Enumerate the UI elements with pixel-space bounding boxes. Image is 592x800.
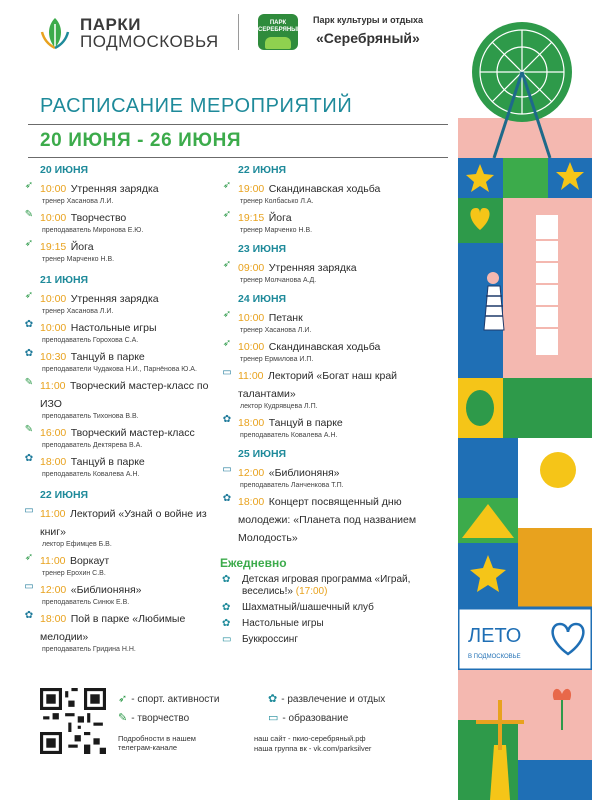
event-item [22,452,228,479]
event-time: 10:00 [40,212,67,224]
legend-sport-label: - спорт. активности [131,694,220,705]
day-title: 25 ИЮНЯ [238,448,287,460]
legend-sport [118,692,219,705]
event-host: преподаватель Тихонова В.В. [42,413,139,420]
event-time: 12:00 [40,584,67,596]
event-host: тренер Марченко Н.В. [42,256,115,263]
event-item [22,504,228,549]
event-time: 10:00 [238,312,265,324]
day-block [22,274,228,479]
event-name: Утренняя зарядка [70,293,159,305]
event-item [220,366,450,411]
event-line [40,609,231,645]
creative-icon: ✎ [24,377,34,388]
daily-item-text: Шахматный/шашечный клуб [242,602,374,613]
day-title: 22 ИЮНЯ [238,164,287,176]
event-line [238,208,450,226]
event-name: Лекторий «Узнай о войне из книг» [40,508,207,538]
event-host: тренер Ерохин С.В. [42,570,106,577]
event-item [220,208,450,235]
daily-item [220,602,450,614]
telegram-note: Подробности в нашем телеграм-канале [118,734,196,752]
daily-item-text: Детская игровая программа «Играй, веселись!» [242,574,411,597]
fun-icon: ✿ [222,414,232,425]
event-line [40,289,228,307]
legend-fun [268,692,385,705]
event-time: 18:00 [40,613,67,625]
event-host: преподаватель Миронова Е.Ю. [42,227,144,234]
event-line [238,463,450,481]
event-line [40,318,228,336]
day-title: 23 ИЮНЯ [238,243,287,255]
leto-text: ЛЕТО [468,625,522,647]
event-host: преподаватель Дектярева В.А. [42,442,143,449]
event-host: тренер Хасанова Л.И. [42,308,114,315]
sport-icon: ➶ [222,209,232,220]
event-name: Йога [268,212,292,224]
day-title: 24 ИЮНЯ [238,293,287,305]
event-host: преподаватель Горохова С.А. [42,337,139,344]
book-icon: ▭ [268,712,279,724]
event-item [220,463,450,490]
book-icon: ▭ [24,581,34,592]
daily-item [220,574,450,598]
sport-icon: ➶ [118,693,128,705]
event-item [22,208,228,235]
event-item [22,609,231,654]
event-name: Танцуй в парке [70,456,145,468]
event-item [220,492,450,546]
book-icon: ▭ [24,505,34,516]
site-link[interactable]: наш сайт - пкио-серебряный.рф [254,734,366,743]
schedule-right-column [220,164,450,646]
event-time: 10:00 [238,341,265,353]
fun-icon: ✿ [24,348,34,359]
event-item [22,318,228,345]
event-host: преподаватель Ковалева А.Н. [240,432,338,439]
event-line [40,504,228,540]
fun-icon: ✿ [222,493,232,504]
event-line [238,413,450,431]
event-line [238,337,450,355]
daily-item-text: Буккроссинг [242,634,298,645]
event-time: 11:00 [40,508,66,520]
event-time: 10:00 [40,293,67,305]
sport-icon: ➶ [222,309,232,320]
sport-icon: ➶ [222,338,232,349]
event-line [238,179,450,197]
creative-icon: ✎ [24,424,34,435]
day-block [22,489,231,654]
event-name: Утренняя зарядка [268,262,357,274]
event-time: 19:15 [40,241,67,253]
event-item [22,347,228,374]
event-time: 18:00 [238,496,265,508]
daily-item [220,618,450,630]
day-block [220,164,450,235]
event-name: Настольные игры [70,322,157,334]
event-item [220,413,450,440]
event-time: 18:00 [238,417,265,429]
legend-creative [118,711,189,724]
day-block [220,448,450,546]
sport-icon: ➶ [222,259,232,270]
event-line [40,208,228,226]
event-host: тренер Марченко Н.В. [240,227,313,234]
event-item [22,423,228,450]
event-line [238,492,450,546]
event-host: лектор Кудрявцева Л.П. [240,403,318,410]
event-item [22,580,228,607]
event-item [22,237,228,264]
event-item [22,551,228,578]
event-host: тренер Хасанова Л.И. [240,327,312,334]
parks-logo-text [80,16,219,50]
book-icon: ▭ [222,634,232,645]
logo-line-2: ПОДМОСКОВЬЯ [80,32,219,51]
day-block [22,164,228,264]
event-name: Воркаут [69,555,110,567]
book-icon: ▭ [222,464,232,475]
event-item [22,376,228,421]
event-line [40,423,228,441]
book-icon: ▭ [222,367,232,378]
park-badge-shape [265,37,291,49]
event-time: 11:00 [238,370,264,382]
event-name: Творчество [70,212,127,224]
summer-illustration [458,0,592,800]
park-name: «Серебряный» [316,30,420,46]
creative-icon: ✎ [24,209,34,220]
fun-icon: ✿ [24,453,34,464]
daily-item-time: (17:00) [295,586,328,597]
day-block [220,293,450,440]
event-time: 19:00 [238,183,265,195]
fun-icon: ✿ [268,693,278,705]
event-line [40,580,228,598]
legend-fun-label: - развлечение и отдых [281,694,386,705]
event-name: Лекторий «Богат наш край талантами» [238,370,398,400]
fun-icon: ✿ [222,602,231,613]
day-title: 20 ИЮНЯ [40,164,89,176]
event-host: лектор Ефимцев Б.В. [42,541,112,548]
sport-icon: ➶ [24,290,34,301]
fun-icon: ✿ [24,610,34,621]
event-host: тренер Хасанова Л.И. [42,198,114,205]
event-name: Скандинавская ходьба [268,341,381,353]
sport-icon: ➶ [24,238,34,249]
title-rule [28,124,448,125]
leto-sub-text: В ПОДМОСКОВЬЕ [468,654,521,660]
event-name: Творческий мастер-класс [70,427,195,439]
event-time: 18:00 [40,456,67,468]
event-time: 11:00 [40,555,66,567]
park-badge-text: ПАРК СЕРЕБРЯНЫЙ [258,20,302,33]
page-title: РАСПИСАНИЕ МЕРОПРИЯТИЙ [40,95,353,117]
event-item [22,179,228,206]
event-line [238,366,450,402]
header-divider [238,14,239,50]
event-line [40,237,228,255]
event-time: 09:00 [238,262,265,274]
event-line [238,258,450,276]
legend-creative-label: - творчество [131,713,190,724]
day-title: 22 ИЮНЯ [40,489,89,501]
logo-line-1: ПАРКИ [80,15,141,34]
event-name: «Библионяня» [70,584,142,596]
event-name: Йога [70,241,94,253]
event-item [22,289,228,316]
daily-title: Ежедневно [220,556,287,570]
event-name: Пой в парке «Любимые мелодии» [40,613,186,643]
event-host: преподаватель Ковалева А.Н. [42,471,140,478]
day-title: 21 ИЮНЯ [40,274,89,286]
event-line [40,551,228,569]
event-name: Танцуй в парке [268,417,343,429]
sport-icon: ➶ [24,552,34,563]
event-line [40,452,228,470]
event-time: 10:00 [40,183,67,195]
fun-icon: ✿ [24,319,34,330]
event-line [238,308,450,326]
event-line [40,179,228,197]
event-name: Творческий мастер-класс по ИЗО [40,380,209,410]
event-host: преподаватели Чудакова Н.И., Парнёнова Ю.А. [42,366,197,373]
event-name: «Библионяня» [268,467,340,479]
event-time: 11:00 [40,380,66,392]
event-host: преподаватель Ланченкова Т.П. [240,482,344,489]
park-caption: Парк культуры и отдыха [313,15,424,25]
legend-education-label: - образование [282,713,349,724]
event-name: Петанк [268,312,303,324]
event-host: тренер Молчанова А.Д. [240,277,317,284]
event-line [40,347,228,365]
sport-icon: ➶ [24,180,34,191]
parks-logo-icon [38,16,72,50]
sport-icon: ➶ [222,180,232,191]
daily-item [220,634,450,646]
event-item [220,337,450,364]
fun-icon: ✿ [222,574,231,585]
event-name: Утренняя зарядка [70,183,159,195]
schedule-left-column [22,164,231,654]
event-name: Концерт посвященный дню молодежи: «Планета под названием Молодость» [238,496,417,544]
event-host: преподаватель Синюк Е.В. [42,599,130,606]
event-item [220,308,450,335]
daily-section [220,556,450,646]
daily-item-text: Настольные игры [242,618,324,629]
event-host: тренер Колбасько Л.А. [240,198,314,205]
event-name: Танцуй в парке [70,351,145,363]
qr-code-icon[interactable] [40,688,106,754]
event-host: преподаватель Гридина Н.Н. [42,646,136,653]
creative-icon: ✎ [118,712,128,724]
event-line [40,376,228,412]
event-item [220,258,450,285]
subtitle-rule [28,157,448,158]
fun-icon: ✿ [222,618,231,629]
legend-education [268,711,348,724]
date-range: 20 ИЮНЯ - 26 ИЮНЯ [40,130,242,151]
event-host: тренер Ермилова И.П. [240,356,314,363]
event-name: Скандинавская ходьба [268,183,381,195]
day-block [220,243,450,285]
event-item [220,179,450,206]
event-time: 12:00 [238,467,265,479]
park-badge-logo [258,14,302,50]
event-time: 16:00 [40,427,67,439]
event-time: 10:30 [40,351,67,363]
event-time: 10:00 [40,322,67,334]
vk-link[interactable]: наша группа вк - vk.com/parksilver [254,744,372,753]
event-time: 19:15 [238,212,265,224]
